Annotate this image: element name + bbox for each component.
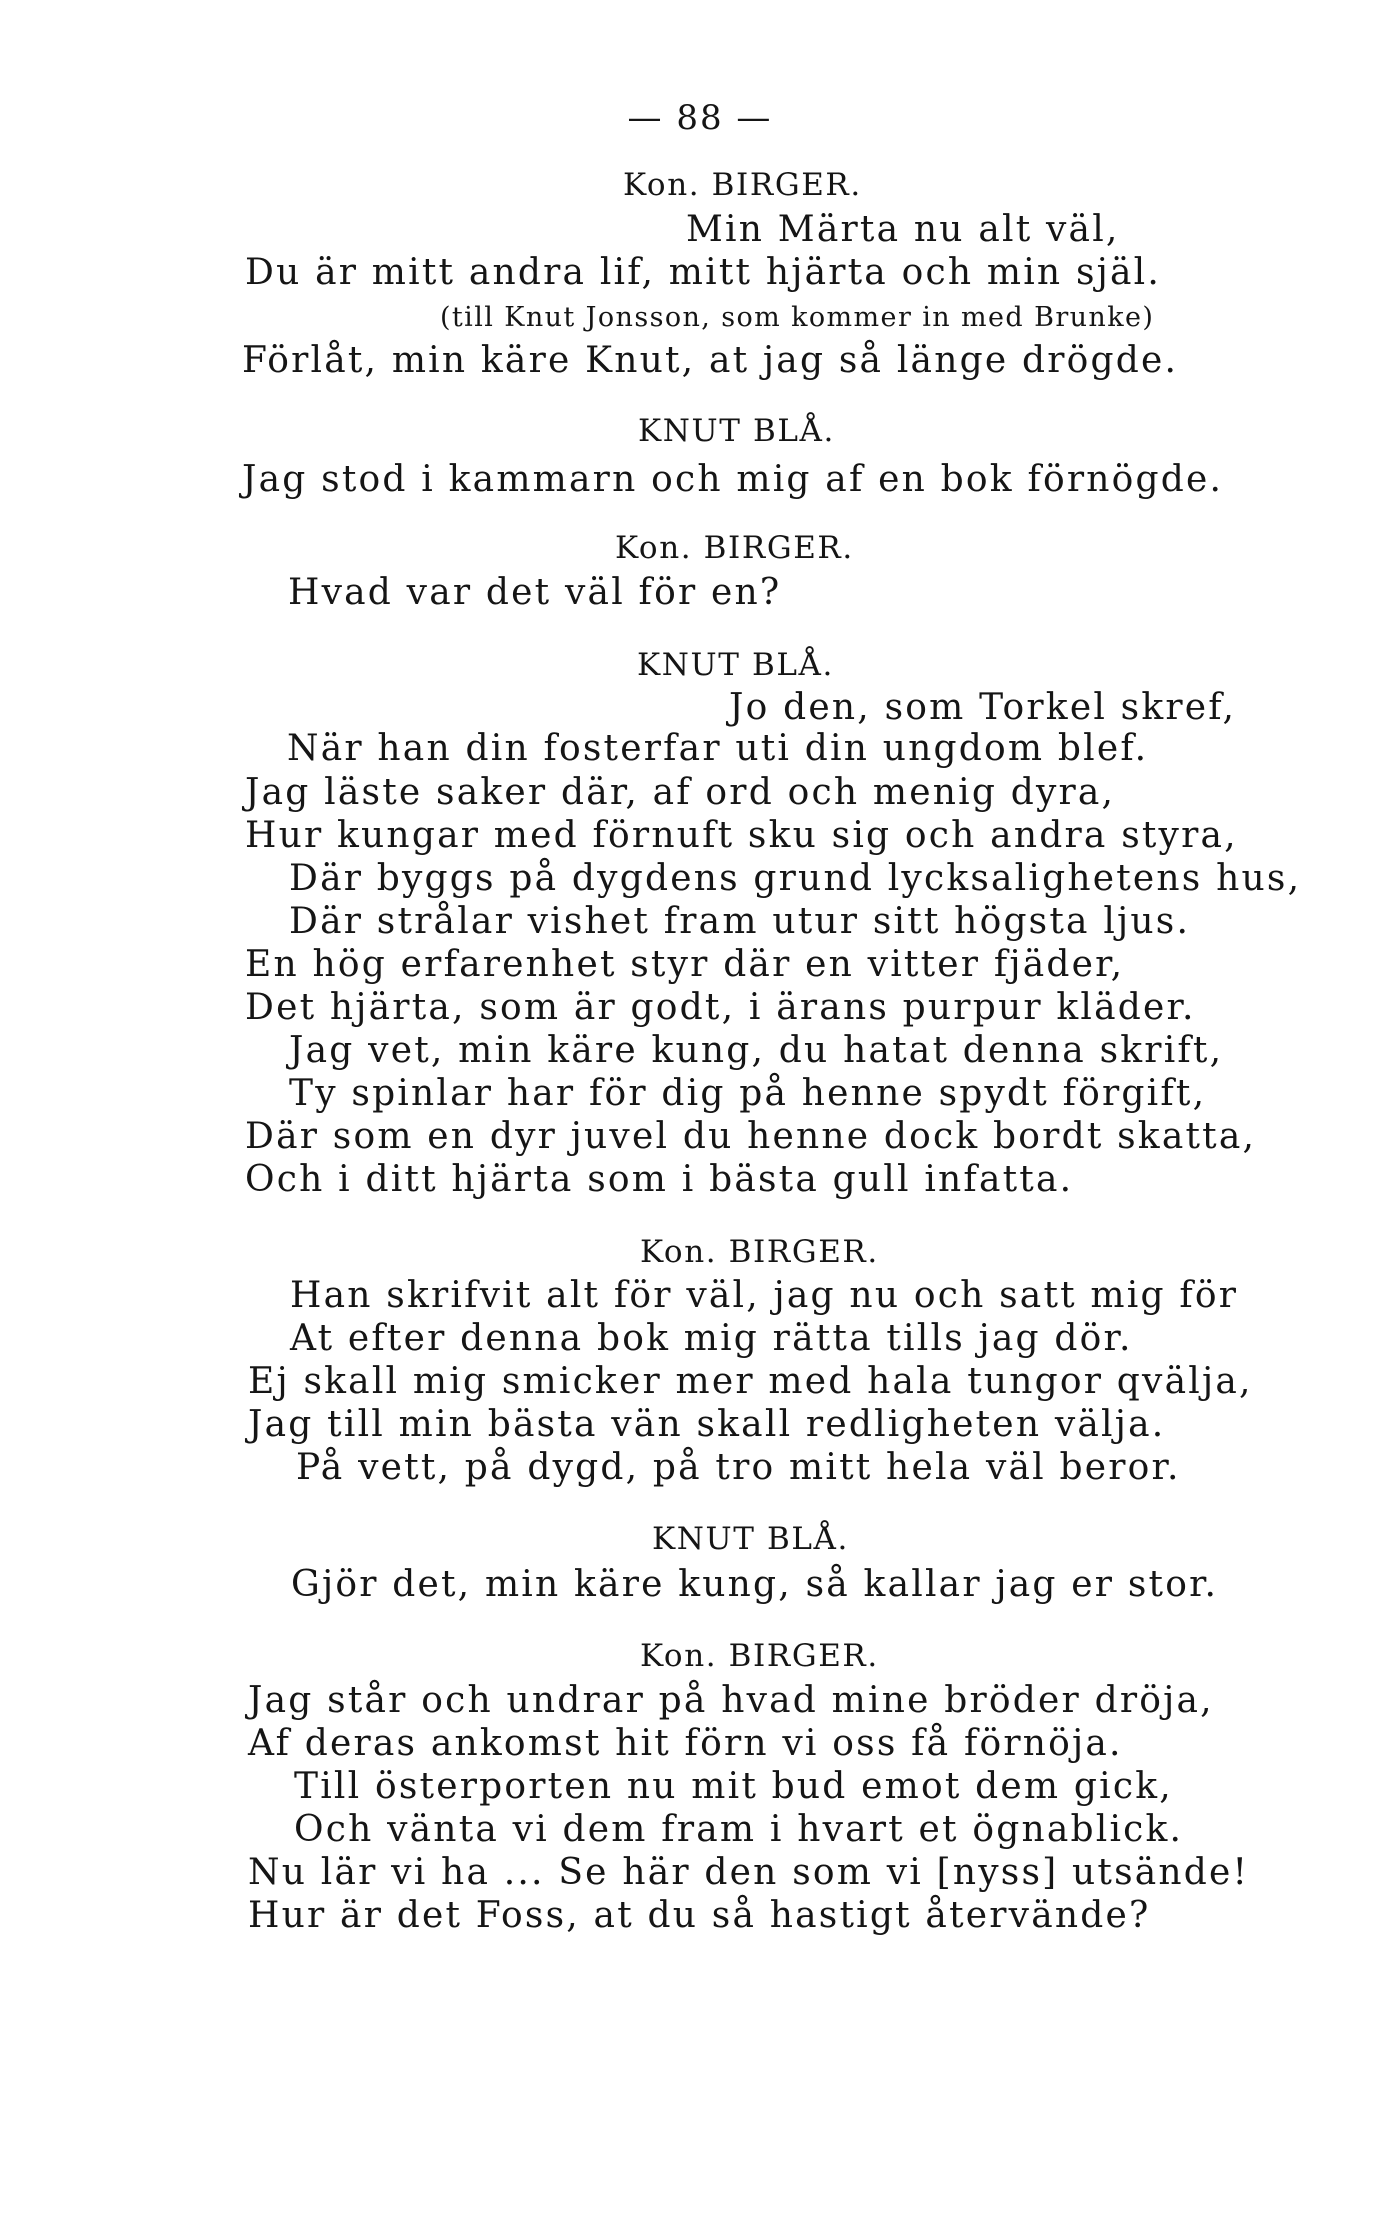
speaker-name: Kon. BIRGER. — [623, 167, 862, 203]
verse-line: Till österporten nu mit bud emot dem gick, — [294, 1766, 1173, 1807]
verse-line: Af deras ankomst hit förn vi oss få förnöja. — [248, 1723, 1123, 1764]
verse-line: Och vänta vi dem fram i hvart et ögnablick. — [294, 1809, 1184, 1850]
page-number: — 88 — — [627, 98, 773, 138]
verse-line: Jag läste saker där, af ord och menig dyra, — [245, 772, 1116, 813]
speaker-name: Kon. BIRGER. — [615, 530, 854, 566]
verse-line: Där byggs på dygdens grund lycksalighetens hus, — [289, 858, 1302, 899]
verse-line: Jag vet, min käre kung, du hatat denna skrift, — [289, 1030, 1224, 1071]
speaker-name: KNUT BLÅ. — [638, 413, 835, 449]
verse-line: Ty spinlar har för dig på henne spydt förgift, — [289, 1073, 1207, 1114]
verse-line: Nu lär vi ha ... Se här den som vi [nyss] utsände! — [248, 1852, 1250, 1893]
verse-line: Hur är det Foss, at du så hastigt återvände? — [248, 1895, 1151, 1936]
verse-line: Han skrifvit alt för väl, jag nu och satt mig för — [290, 1275, 1239, 1316]
verse-line: Min Märta nu alt väl, — [686, 209, 1120, 250]
verse-line: Där strålar vishet fram utur sitt högsta ljus. — [289, 901, 1191, 942]
verse-line: När han din fosterfar uti din ungdom blef. — [287, 728, 1149, 769]
verse-line: Förlåt, min käre Knut, at jag så länge drögde. — [242, 340, 1179, 381]
verse-line: Och i ditt hjärta som i bästa gull infatta. — [245, 1159, 1074, 1200]
verse-line: Jag till min bästa vän skall redligheten välja. — [248, 1404, 1166, 1445]
verse-line: Jag stod i kammarn och mig af en bok förnögde. — [242, 459, 1224, 500]
verse-line: Ej skall mig smicker mer med hala tungor qvälja, — [248, 1361, 1253, 1402]
verse-line: Gjör det, min käre kung, så kallar jag er stor. — [291, 1564, 1219, 1605]
speaker-name: Kon. BIRGER. — [640, 1638, 879, 1674]
stage-direction: (till Knut Jonsson, som kommer in med Brunke) — [440, 302, 1155, 333]
verse-line: Det hjärta, som är godt, i ärans purpur kläder. — [245, 987, 1196, 1028]
verse-line: Där som en dyr juvel du henne dock bordt skatta, — [245, 1116, 1257, 1157]
verse-line: På vett, på dygd, på tro mitt hela väl beror. — [296, 1447, 1181, 1488]
verse-line: Hvad var det väl för en? — [288, 572, 782, 613]
verse-line: Jo den, som Torkel skref, — [729, 687, 1237, 728]
speaker-name: KNUT BLÅ. — [637, 647, 834, 683]
verse-line: Jag står och undrar på hvad mine bröder dröja, — [248, 1680, 1214, 1721]
speaker-name: KNUT BLÅ. — [652, 1521, 849, 1557]
speaker-name: Kon. BIRGER. — [640, 1234, 879, 1270]
verse-line: Du är mitt andra lif, mitt hjärta och min själ. — [245, 252, 1162, 293]
verse-line: Hur kungar med förnuft sku sig och andra styra, — [245, 815, 1238, 856]
verse-line: En hög erfarenhet styr där en vitter fjäder, — [245, 944, 1125, 985]
verse-line: At efter denna bok mig rätta tills jag dör. — [290, 1318, 1133, 1359]
